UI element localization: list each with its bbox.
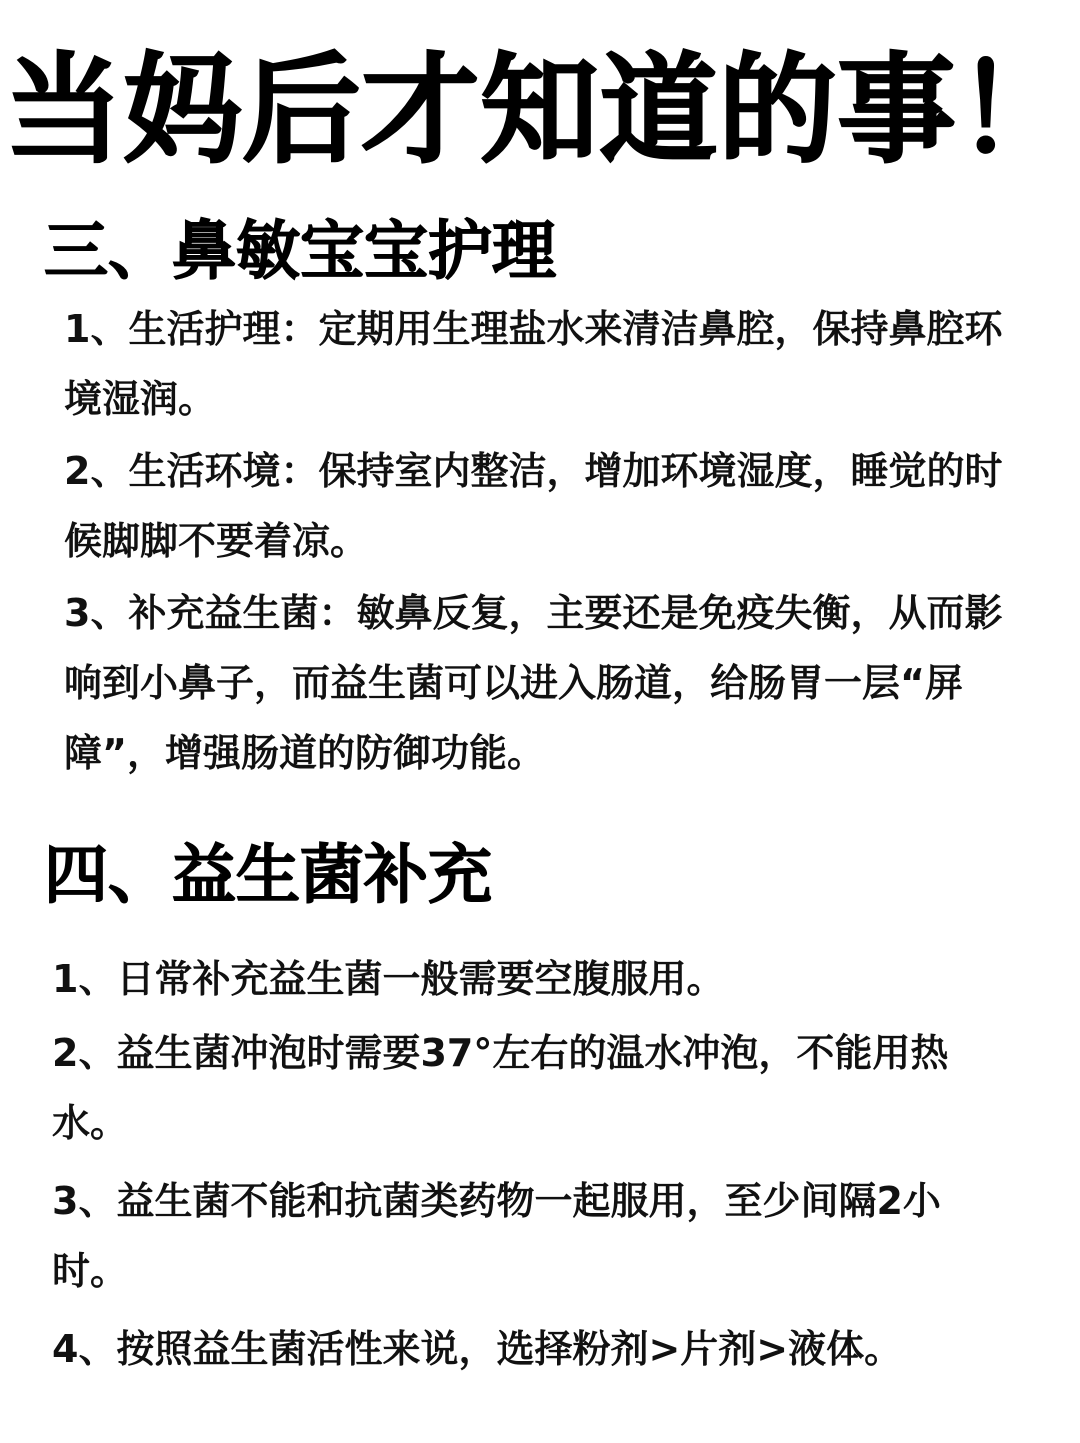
list-item: 3、益生菌不能和抗菌类药物一起服用，至少间隔2小时。: [52, 1179, 941, 1293]
list-item: 3、补充益生菌：敏鼻反复，主要还是免疫失衡，从而影响到小鼻子，而益生菌可以进入肠道，给肠胃一层“屏障”，增强肠道的防御功能。: [64, 591, 1003, 775]
list-item: 2、生活环境：保持室内整洁，增加环境湿度，睡觉的时候脚脚不要着凉。: [64, 449, 1003, 563]
page-title: 当妈后才知道的事！: [4, 41, 1076, 179]
list-item: 1、生活护理：定期用生理盐水来清洁鼻腔，保持鼻腔环境湿润。: [64, 307, 1003, 421]
section-heading: 三、鼻敏宝宝护理: [44, 215, 556, 289]
list-item: 1、日常补充益生菌一般需要空腹服用。: [52, 957, 725, 1001]
section-heading: 四、益生菌补充: [44, 839, 492, 913]
list-item: 2、益生菌冲泡时需要37°左右的温水冲泡，不能用热水。: [52, 1031, 949, 1145]
list-item: 4、按照益生菌活性来说，选择粉剂>片剂>液体。: [52, 1327, 903, 1371]
